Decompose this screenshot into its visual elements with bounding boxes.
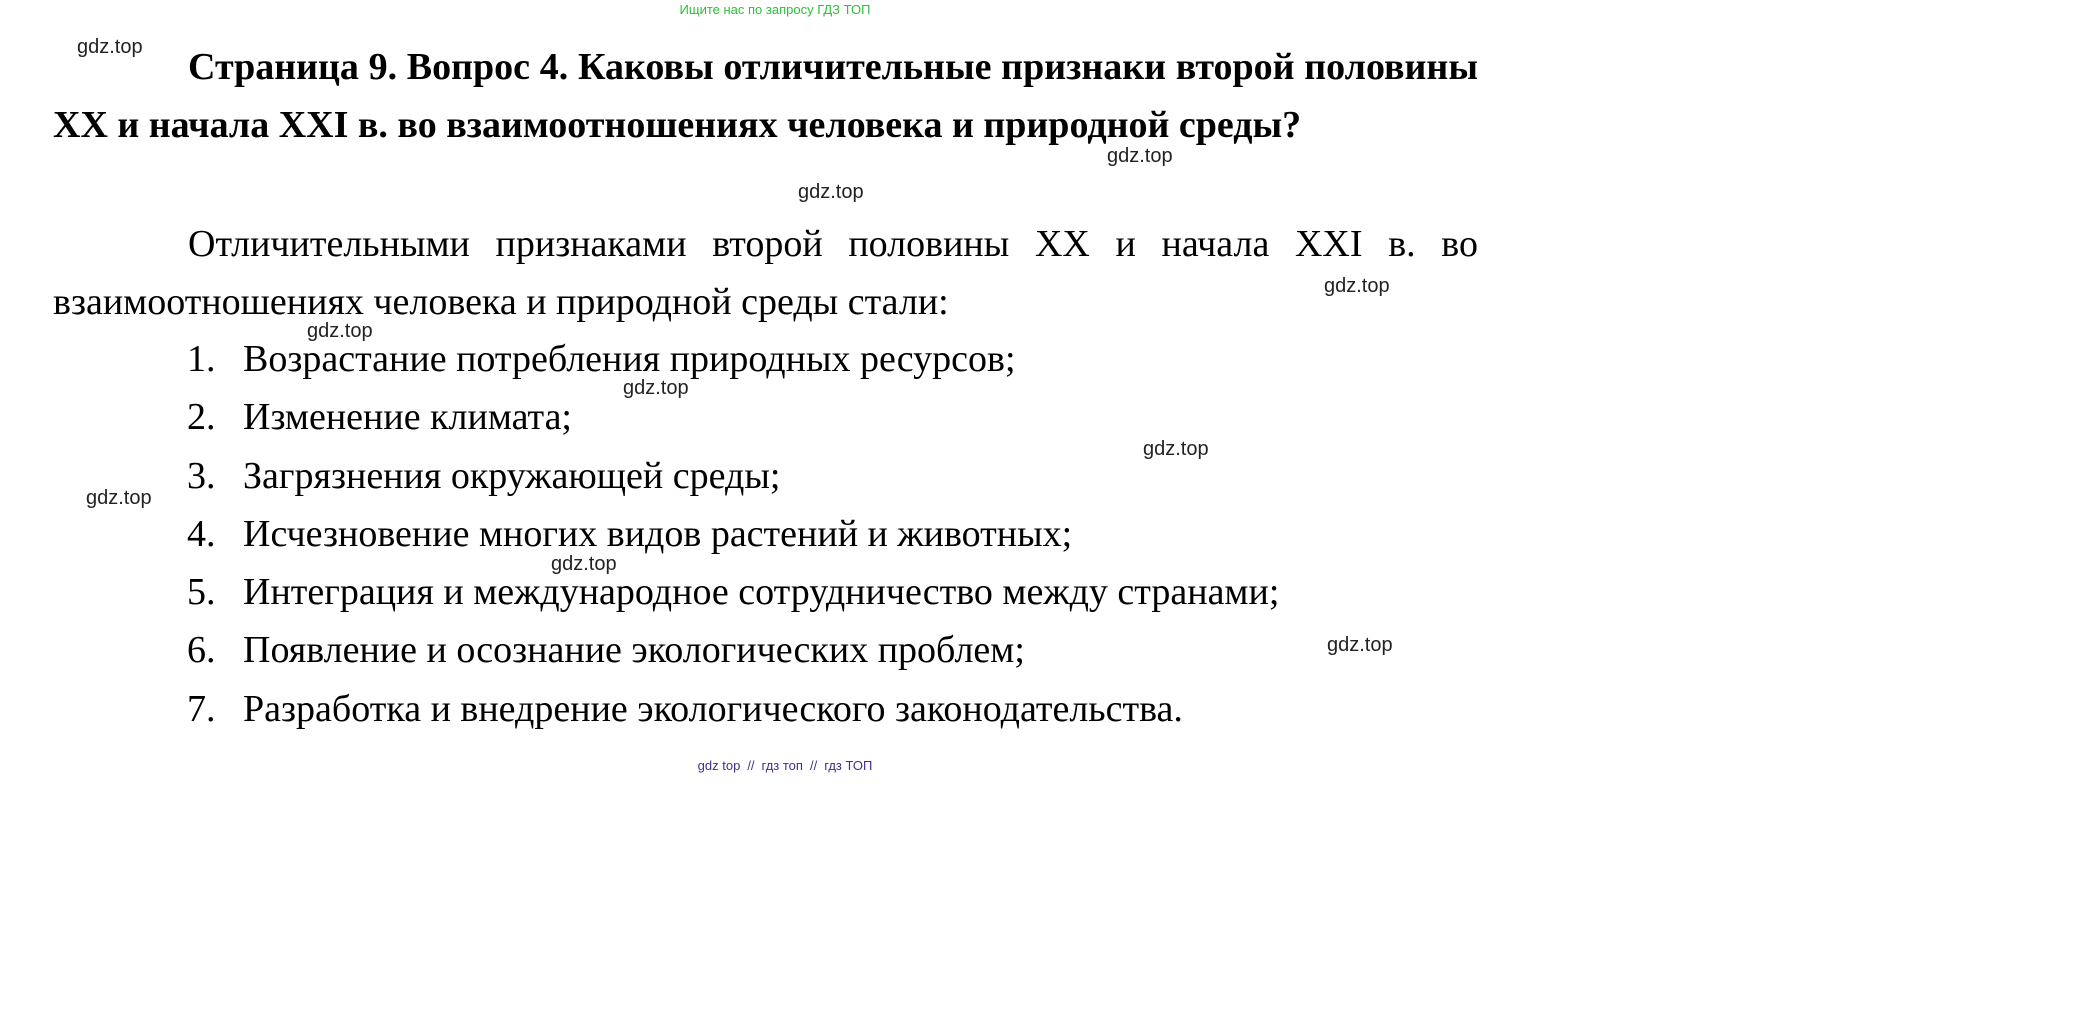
list-item	[187, 330, 1487, 388]
list-item	[187, 680, 1487, 738]
list-item-text: Интеграция и международное сотрудничество между странами;	[243, 571, 1280, 614]
watermark: gdz.top	[1143, 438, 1209, 460]
list-item	[187, 563, 1487, 621]
list-item	[187, 505, 1487, 563]
list-item-text: Возрастание потребления природных ресурсов;	[243, 338, 1016, 380]
list-item	[187, 621, 1487, 679]
question-heading: Страница 9. Вопрос 4. Каковы отличительные признаки второй половины XX и начала XXI в. во взаимоотношениях человека и природной среды?	[53, 46, 1478, 146]
watermark: gdz.top	[1327, 634, 1393, 656]
footer-links	[0, 758, 1570, 773]
watermark: gdz.top	[798, 181, 864, 203]
list-item-text: Исчезновение многих видов растений и животных;	[243, 512, 1073, 555]
footer-link[interactable]: gdz top	[697, 758, 741, 773]
answer-intro-paragraph: Отличительными признаками второй половины XX и начала XXI в. во взаимоотношениях человека и природной среды стали:	[53, 223, 1478, 323]
list-item	[187, 447, 1487, 505]
footer-separator: //	[809, 758, 818, 773]
search-hint-banner: Ищите нас по запросу ГДЗ ТОП	[679, 2, 871, 17]
list-item-number: 2.	[187, 396, 216, 439]
list-item-text: Загрязнения окружающей среды;	[243, 454, 781, 497]
watermark: gdz.top	[1107, 145, 1173, 167]
list-item-number: 4.	[187, 512, 216, 555]
watermark: gdz.top	[77, 36, 143, 58]
list-item-text: Изменение климата;	[243, 396, 572, 439]
watermark: gdz.top	[623, 377, 689, 399]
watermark: gdz.top	[1324, 275, 1390, 297]
footer-separator: //	[747, 758, 755, 773]
watermark: gdz.top	[551, 553, 617, 575]
list-item-number: 5.	[187, 571, 216, 614]
list-item-number: 6.	[187, 629, 216, 672]
footer-link[interactable]: гдз топ	[761, 758, 803, 773]
watermark: gdz.top	[307, 320, 373, 342]
list-item-number: 1.	[187, 338, 216, 380]
list-item	[187, 388, 1487, 446]
footer-link[interactable]: гдз ТОП	[824, 758, 873, 773]
list-item-number: 3.	[187, 454, 216, 497]
list-item-text: Появление и осознание экологических проблем;	[243, 629, 1025, 672]
watermark: gdz.top	[86, 487, 152, 509]
list-item-number: 7.	[187, 687, 216, 730]
list-item-text: Разработка и внедрение экологического законодательства.	[243, 687, 1183, 730]
answer-list	[187, 330, 1487, 738]
